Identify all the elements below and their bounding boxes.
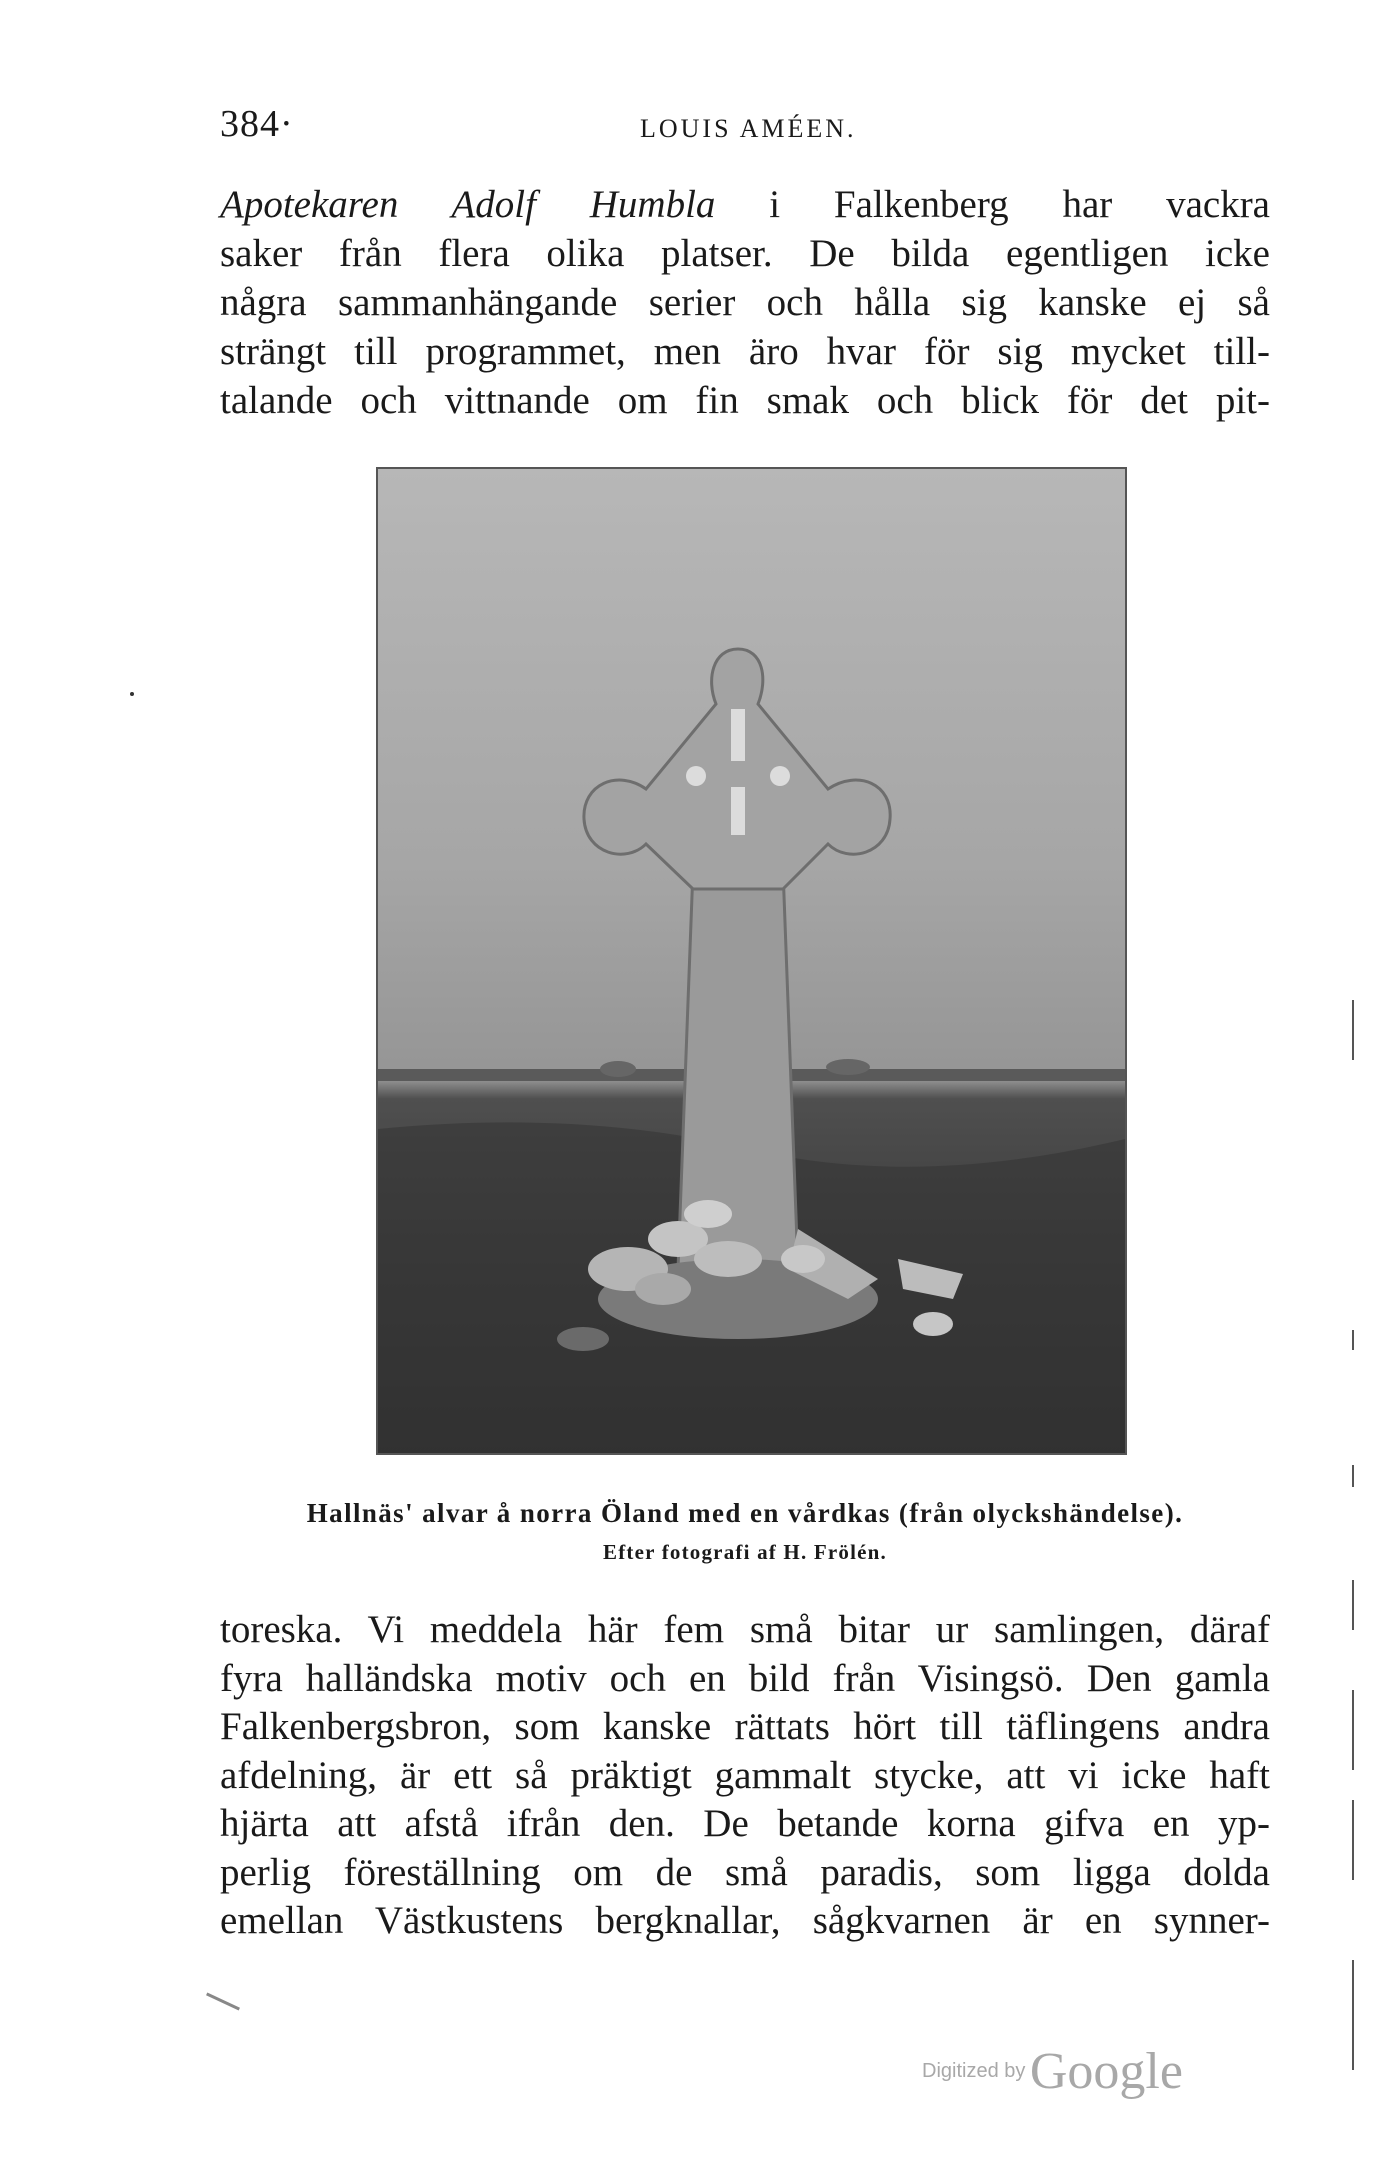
cairn-stone xyxy=(694,1241,762,1277)
edge-mark xyxy=(1352,1465,1354,1487)
text-line: perlig föreställning om de små paradis, som ligga dolda xyxy=(220,1850,1270,1894)
figure-credit: Efter fotografi af H. Frölén. xyxy=(602,1540,887,1564)
edge-mark xyxy=(1352,1960,1354,2070)
edge-mark xyxy=(1352,1000,1354,1060)
print-speck xyxy=(130,692,134,696)
distant-stone xyxy=(600,1061,636,1077)
text-line: toreska. Vi meddela här fem små bitar ur samlingen, däraf xyxy=(220,1608,1270,1651)
cross-slot xyxy=(731,709,745,761)
text-line: strängt till programmet, men äro hvar för sig mycket till- xyxy=(220,330,1270,373)
figure-caption: Hallnäs' alvar å norra Öland med en vårdkas (från olyckshändelse). xyxy=(306,1498,1184,1528)
edge-mark xyxy=(1352,1800,1354,1880)
text-line: emellan Västkustens bergknallar, sågkvarnen är en synner- xyxy=(220,1899,1270,1942)
stone-cross-illustration xyxy=(378,469,1125,1453)
text-line: fyra halländska motiv och en bild från Visingsö. Den gamla xyxy=(220,1656,1270,1700)
print-scratch xyxy=(206,1993,240,2011)
text-line: hjärta att afstå ifrån den. De betande korna gifva en yp- xyxy=(220,1802,1270,1845)
cairn-stone xyxy=(635,1273,691,1305)
digitized-watermark xyxy=(922,2042,1183,2102)
text-line: några sammanhängande serier och hålla sig kanske ej så xyxy=(220,281,1270,324)
cross-hole xyxy=(770,766,790,786)
paragraph-bottom xyxy=(220,1606,1270,1946)
edge-mark xyxy=(1352,1330,1354,1350)
edge-mark xyxy=(1352,1690,1354,1770)
page-number: 384· xyxy=(220,103,294,145)
page-header xyxy=(220,102,1220,152)
cairn-stone xyxy=(781,1245,825,1273)
edge-mark xyxy=(1352,1580,1354,1630)
distant-stone xyxy=(826,1059,870,1075)
paragraph-top xyxy=(220,180,1270,425)
text-fragment: i Falkenberg har vackra xyxy=(715,183,1270,226)
cross-head xyxy=(584,649,890,889)
cairn-stone xyxy=(684,1200,732,1228)
loose-stone xyxy=(913,1312,953,1336)
cross-slot xyxy=(731,787,745,835)
text-line: Falkenbergsbron, som kanske rättats hört till täflingens andra xyxy=(220,1705,1270,1748)
italic-name: Apotekaren Adolf Humbla xyxy=(220,183,716,226)
text-line xyxy=(220,180,1270,229)
running-head: LOUIS AMÉEN. xyxy=(640,114,857,143)
text-line: talande och vittnande om fin smak och blick för det pit- xyxy=(220,379,1270,422)
text-line: afdelning, är ett så präktigt gammalt stycke, att vi icke haft xyxy=(220,1753,1270,1797)
watermark-prefix: Digitized by xyxy=(922,2060,1026,2082)
ground-stone xyxy=(557,1327,609,1351)
text-line: saker från flera olika platser. De bilda egentligen icke xyxy=(220,232,1270,275)
cross-hole xyxy=(686,766,706,786)
watermark-brand: Google xyxy=(1029,2043,1183,2100)
photograph-stone-cross xyxy=(376,467,1127,1455)
